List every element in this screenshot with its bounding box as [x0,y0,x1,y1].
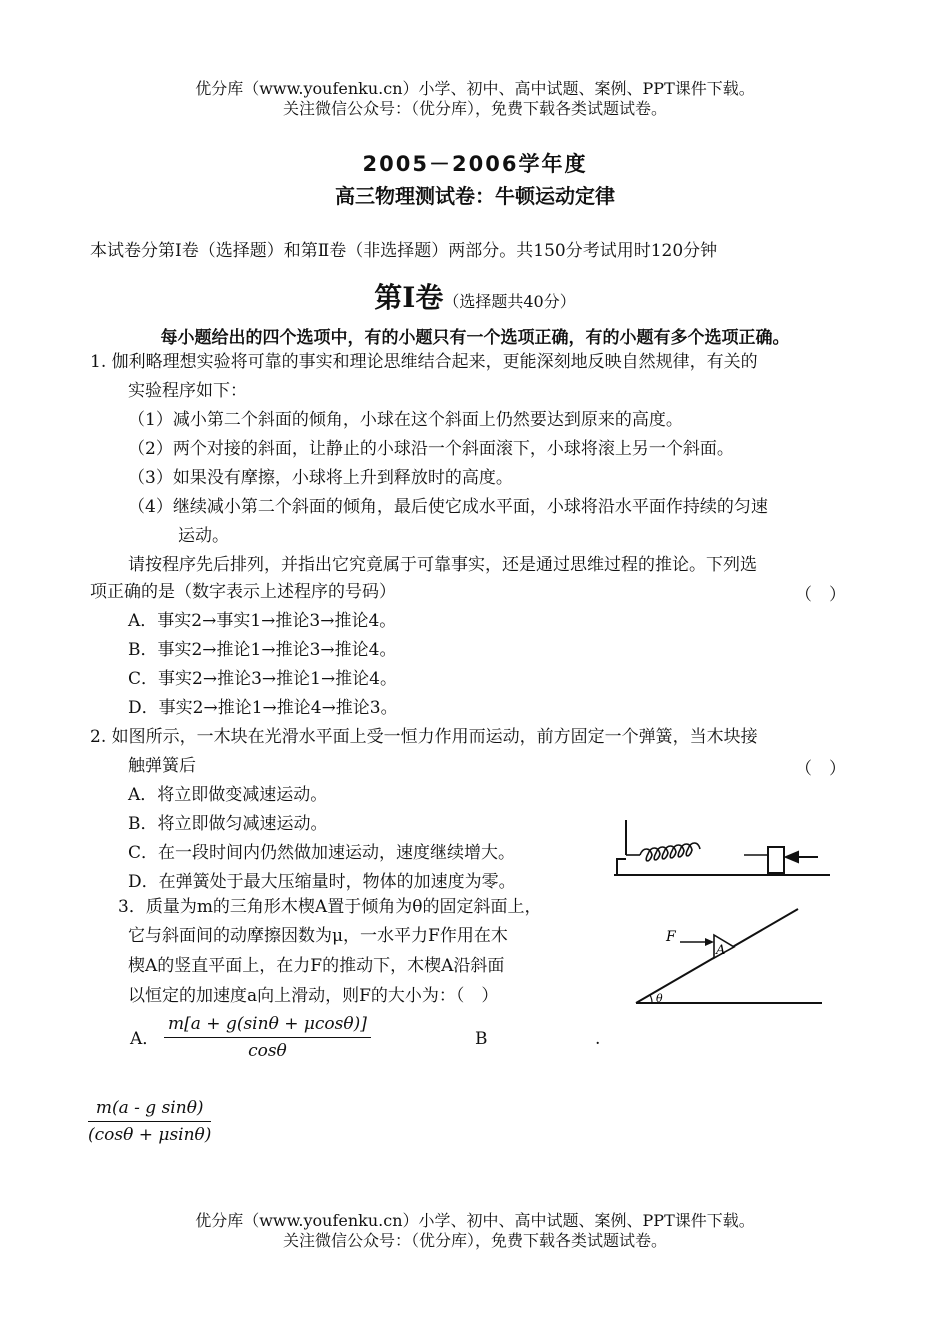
header-line-1: 优分库（www.youfenku.cn）小学、初中、高中试题、案例、PPT课件下载。 [195,79,755,98]
incline-wedge-figure [630,903,830,1011]
q3-option-b-denominator: (cosθ + μsinθ) [88,1125,212,1145]
q3-stem-line-1: 3．质量为m的三角形木楔A置于倾角为θ的固定斜面上， [118,897,542,917]
q1-stem-line-2: 实验程序如下： [128,381,247,401]
q1-option-d: D．事实2→推论1→推论4→推论3。 [128,698,398,718]
exam-intro: 本试卷分第Ⅰ卷（选择题）和第Ⅱ卷（非选择题）两部分。共150分考试用时120分钟 [90,241,718,261]
q1-step-3: （3）如果没有摩擦，小球将上升到释放时的高度。 [128,468,513,488]
q3-stem-line-4: 以恒定的加速度a向上滑动，则F的大小为：（ ） [128,986,499,1006]
q2-option-a: A．将立即做变减速运动。 [128,785,328,805]
q2-option-b: B．将立即做匀减速运动。 [128,814,328,834]
q1-stem-line-1: 1. 伽利略理想实验将可靠的事实和理论思维结合起来，更能深刻地反映自然规律，有关的 [90,352,758,372]
force-f-arrowhead [705,938,714,946]
q3-option-b-label: B [475,1029,488,1049]
spring-block-figure [612,815,837,877]
q1-option-b: B．事实2→推论1→推论3→推论4。 [128,640,397,660]
spring-coil [626,843,768,861]
section-heading [0,276,950,316]
q1-ask-line-2: 项正确的是（数字表示上述程序的号码） [90,582,396,602]
q2-option-d: D．在弹簧处于最大压缩量时，物体的加速度为零。 [128,872,516,892]
q1-step-4a: （4）继续减小第二个斜面的倾角，最后使它成水平面，小球将沿水平面作持续的匀速 [128,497,768,517]
angle-arc [650,995,652,1003]
spring-wall [614,820,830,875]
instruction: 每小题给出的四个选项中，有的小题只有一个选项正确，有的小题有多个选项正确。 [160,328,790,348]
q3-option-b-numerator: m(a - g sinθ) [88,1098,211,1122]
force-f-label: F [666,929,676,945]
q3-option-a-denominator: cosθ [248,1041,287,1061]
exam-subtitle: 高三物理测试卷：牛顿运动定律 [335,184,615,208]
spring-wooden-block [768,847,784,873]
q1-option-a: A．事实2→事实1→推论3→推论4。 [128,611,397,631]
q2-stem-line-2: 触弹簧后 [128,756,196,776]
q1-step-2: （2）两个对接的斜面，让静止的小球沿一个斜面滚下，小球将滚上另一个斜面。 [128,439,734,459]
q3-stem-line-2: 它与斜面间的动摩擦因数为μ，一水平力F作用在木 [128,926,508,946]
q1-step-1: （1）减小第二个斜面的倾角，小球在这个斜面上仍然要达到原来的高度。 [128,410,683,430]
force-arrow [786,852,818,862]
q3-option-a-fraction [164,1014,371,1061]
footer-line-2: 关注微信公众号：（优分库），免费下载各类试题试卷。 [282,1231,667,1250]
q3-option-a-label: A． [130,1029,160,1049]
q2-stem-line-1: 2. 如图所示，一木块在光滑水平面上受一恒力作用而运动，前方固定一个弹簧，当木块接 [90,727,758,747]
exam-year-title: 2005－2006学年度 [362,152,588,176]
q1-step-4b: 运动。 [178,526,229,546]
footer-line-1: 优分库（www.youfenku.cn）小学、初中、高中试题、案例、PPT课件下载。 [195,1211,755,1230]
q1-ask-line-1: 请按程序先后排列，并指出它究竟属于可靠事实，还是通过思维过程的推论。下列选 [128,555,757,575]
header-line-2: 关注微信公众号：（优分库），免费下载各类试题试卷。 [282,99,667,118]
q3-option-a-numerator: m[a + g(sinθ + μcosθ)] [164,1014,371,1038]
q2-answer-paren: （ ） [795,759,846,779]
q3-option-b-dot: . [595,1029,601,1049]
wedge-a-label: A [716,943,726,958]
q2-option-c: C．在一段时间内仍然做加速运动，速度继续增大。 [128,843,516,863]
q3-stem-line-3: 楔A的竖直平面上，在力F的推动下，木楔A沿斜面 [128,956,505,976]
q1-answer-paren: （ ） [795,585,846,605]
section-note: （选择题共40分） [443,292,576,311]
theta-label: θ [656,992,663,1005]
q1-option-c: C．事实2→推论3→推论1→推论4。 [128,669,398,689]
section-label: 第Ⅰ卷 [374,281,444,314]
q3-option-b-fraction [88,1098,211,1145]
